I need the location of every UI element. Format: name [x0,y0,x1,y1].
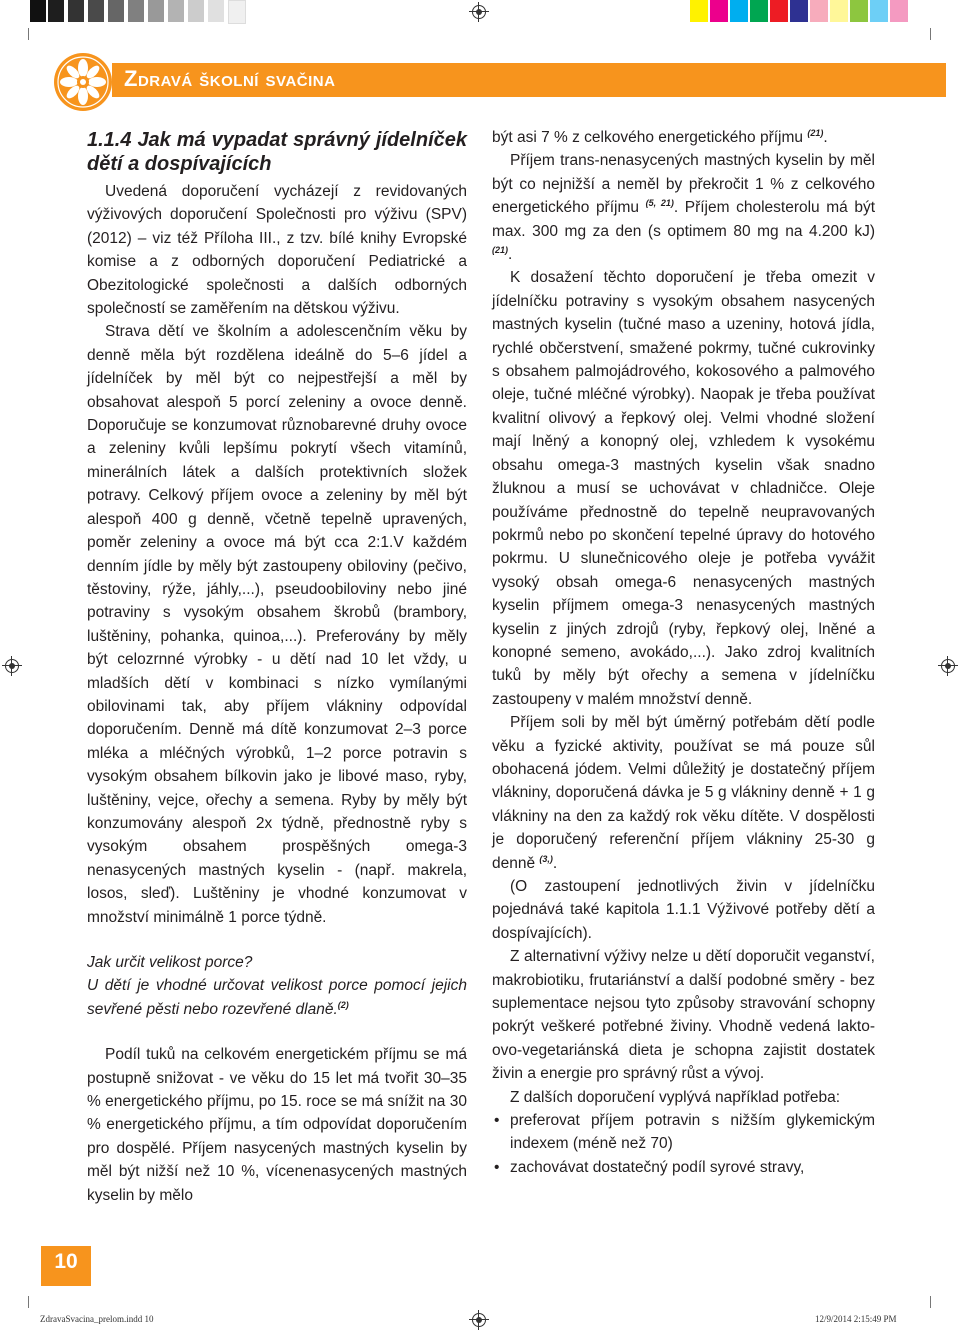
color-swatch [810,0,828,22]
color-swatch [30,0,46,22]
registration-mark-icon [469,1310,489,1330]
color-swatch [730,0,748,22]
bullet-list [492,1109,875,1179]
paragraph: Příjem soli by měl být úměrný potřebám dětí podle věku a fyzické aktivity, používat se má pouze sůl obohacená jódem. Velmi důležitý je dostatečný příjem vlákniny, doporučená dávka je 5 g vlákniny denně + 1 g vlákniny na den za každý rok věku dítěte. V dospělosti je doporučený referenční příjem vlákniny 25-30 g denně $^{(3,)}$. [492,714,875,872]
color-swatch [710,0,728,22]
color-swatch [88,0,104,22]
color-swatch [870,0,888,22]
list-item: • preferovat příjem potravin s nižším glykemickým indexem (méně než 70) [510,1109,875,1156]
color-swatch [188,0,204,22]
color-swatch [68,0,84,22]
footer-date: 12/9/2014 2:15:49 PM [815,1314,897,1324]
crop-mark [28,28,29,40]
footer-file: ZdravaSvacina_prelom.indd 10 [40,1314,154,1324]
section-title: Zdravá školní svačina [124,66,336,91]
paragraph: Podíl tuků na celkovém energetickém příjmu se má postupně snižovat - ve věku do 15 let má tvořit 30–35 % energetického příjmu, po 15. roce se má snížit na 30 % energetického příjmu, a tím odpovídat doporučením pro dospělé. Příjem nasycených mastných kyselin by měl být nižší než 10 %, vícenenasycených mastných kyselin by mělo [87,1046,467,1204]
paragraph: Příjem trans-nenasycených mastných kyselin by měl být co nejnižší a neměl by překročit 1 % z celkového energetického příjmu $^{(5, 21)}$. Příjem cholesterolu má být max. 300 mg za den (s optimem 80 mg na 4.200 kJ) $^{(21)}$. [492,152,876,264]
crop-mark [930,28,931,40]
list-item: • zachovávat dostatečný podíl syrové stravy, [510,1156,875,1179]
flower-logo-icon [53,52,113,112]
right-column [492,126,875,1179]
color-swatch [148,0,164,22]
left-column [87,128,467,1207]
crop-mark [28,1296,29,1308]
paragraph: K dosažení těchto doporučení je třeba omezit v jídelníčku potraviny s vysokým obsahem nasycených mastných kyselin (tučné maso a uzeniny, hotová jídla, rychlé občerstvení, smažené pokrmy, tučné cukrovinky s obsahem palmojádrového, kokosového a palmového oleje, tučné mléčné výrobky). Naopak je třeba používat kvalitní olivový a řepkový olej. Velmi vhodné složení mají lněný a konopný olej, vzhledem k vysokému obsahu omega-3 mastných kyselin však snadno žluknou a musí se uchovávat v chladničce. Oleje používáme přednostně do tepelně neupravovaných pokrmů nebo po skončení tepelné úpravy do hotového pokrmu. U slunečnicového oleje je potřeba vyvážit vysoký obsah omega-6 nenasycených mastných kyselin příjmem omega-3 nenasycených mastných kyselin z jiných zdrojů (ryby, řepkový olej, lněné a konopné semeno, avokádo,...). Jako zdroj kvalitních tuků by měly být ořechy a semena v jídelníčku zastoupeny v malém množství denně. [492,269,875,708]
section-heading: 1.1.4 Jak má vypadat správný jídelníček dětí a dospívajících [87,129,467,175]
color-swatch [168,0,184,22]
color-swatch [690,0,708,22]
color-swatch [890,0,908,22]
color-swatch [770,0,788,22]
color-swatch [48,0,64,22]
color-swatch [208,0,224,22]
registration-mark-icon [2,656,22,676]
color-swatch [750,0,768,22]
paragraph: Z alternativní výživy nelze u dětí doporučit veganství, makrobiotiku, frutariánství a další podobné směry - bez suplementace nejsou tyto způsoby stravování schopny pokrýt veškeré potřebné živiny. Vhodně vedená lakto-ovo-vegetariánská dieta je schopna zajistit dostatek živin a energie pro správný růst a vývoj. [492,948,875,1083]
color-swatch [128,0,144,22]
paragraph: Strava dětí ve školním a adolescenčním věku by denně měla být rozdělena ideálně do 5–6 jídel a jídelníček by měl být co nejpestřejší a měl by obsahovat alespoň 5 porcí zeleniny a ovoce denně. Doporučuje se konzumovat různobarevné druhy ovoce a zeleniny kvůli lepšímu pokrytí všech vitamínů, minerálních látek a dalších protektivních složek potravy. Celkový příjem ovoce a zeleniny by měl být alespoň 400 g denně, včetně tepelně upravených, poměr zeleniny a ovoce má být cca 2:1.V každém denním jídle by měly být zastoupeny obiloviny (pečivo, těstoviny, rýže, jáhly,...), pseudoobiloviny nebo jiné potraviny s vysokým obsahem škrobů (brambory, luštěniny, pohanka, quinoa,...). Preferovány by měly být celozrnné výrobky - u dětí nad 10 let vždy, u mladších dětí v kombinaci s nízko vymílanými obilovinami tak, aby příjem vlákniny odpovídal doporučením. Denně má dítě konzumovat 2–3 porce mléka a mléčných výrobků, 1–2 porce potravin s vysokým obsahem bílkovin jako je libové maso, ryby, luštěniny, vejce, ořechy a semena. Ryby by měly být konzumovány alespoň 2x týdně, přednostně ryby s vysokým obsahem prospěšných omega-3 nenasycených mastných kyselin - (např. makrela, losos, sleď). Luštěniny je vhodné konzumovat v množství minimálně 1 porce týdně. [87,323,467,926]
paragraph: být asi 7 % z celkového energetického příjmu $^{(21)}$. [492,127,828,146]
page-number: 10 [54,1250,78,1273]
answer-text: U dětí je vhodné určovat velikost porce pomocí jejich sevřené pěsti nebo rozevřené dlaně.$^{(2)}$ [87,977,467,1018]
reference-superscript: (2) [337,999,349,1010]
paragraph: Uvedená doporučení vycházejí z revidovaných výživových doporučení Společnosti pro výživu (SPV) (2012) – viz též Příloha III., z tzv. bílé knihy Evropské komise a z odborných doporučení Pediatrické a Obezitologické společnosti a dalších odborných společností se zaměřením na dětskou výživu. [87,183,467,318]
registration-mark-icon [938,656,958,676]
registration-mark-icon [469,2,489,22]
paragraph: (O zastoupení jednotlivých živin v jídelníčku pojednává také kapitola 1.1.1 Výživové potřeby dětí a dospívajících). [492,878,875,942]
question-text: Jak určit velikost porce? [87,954,253,971]
crop-mark [930,1296,931,1308]
color-swatch [108,0,124,22]
color-swatch [228,0,246,24]
color-swatch [850,0,868,22]
color-swatch [830,0,848,22]
paragraph: Z dalších doporučení vyplývá například potřeba: [510,1088,840,1106]
color-swatch [790,0,808,22]
